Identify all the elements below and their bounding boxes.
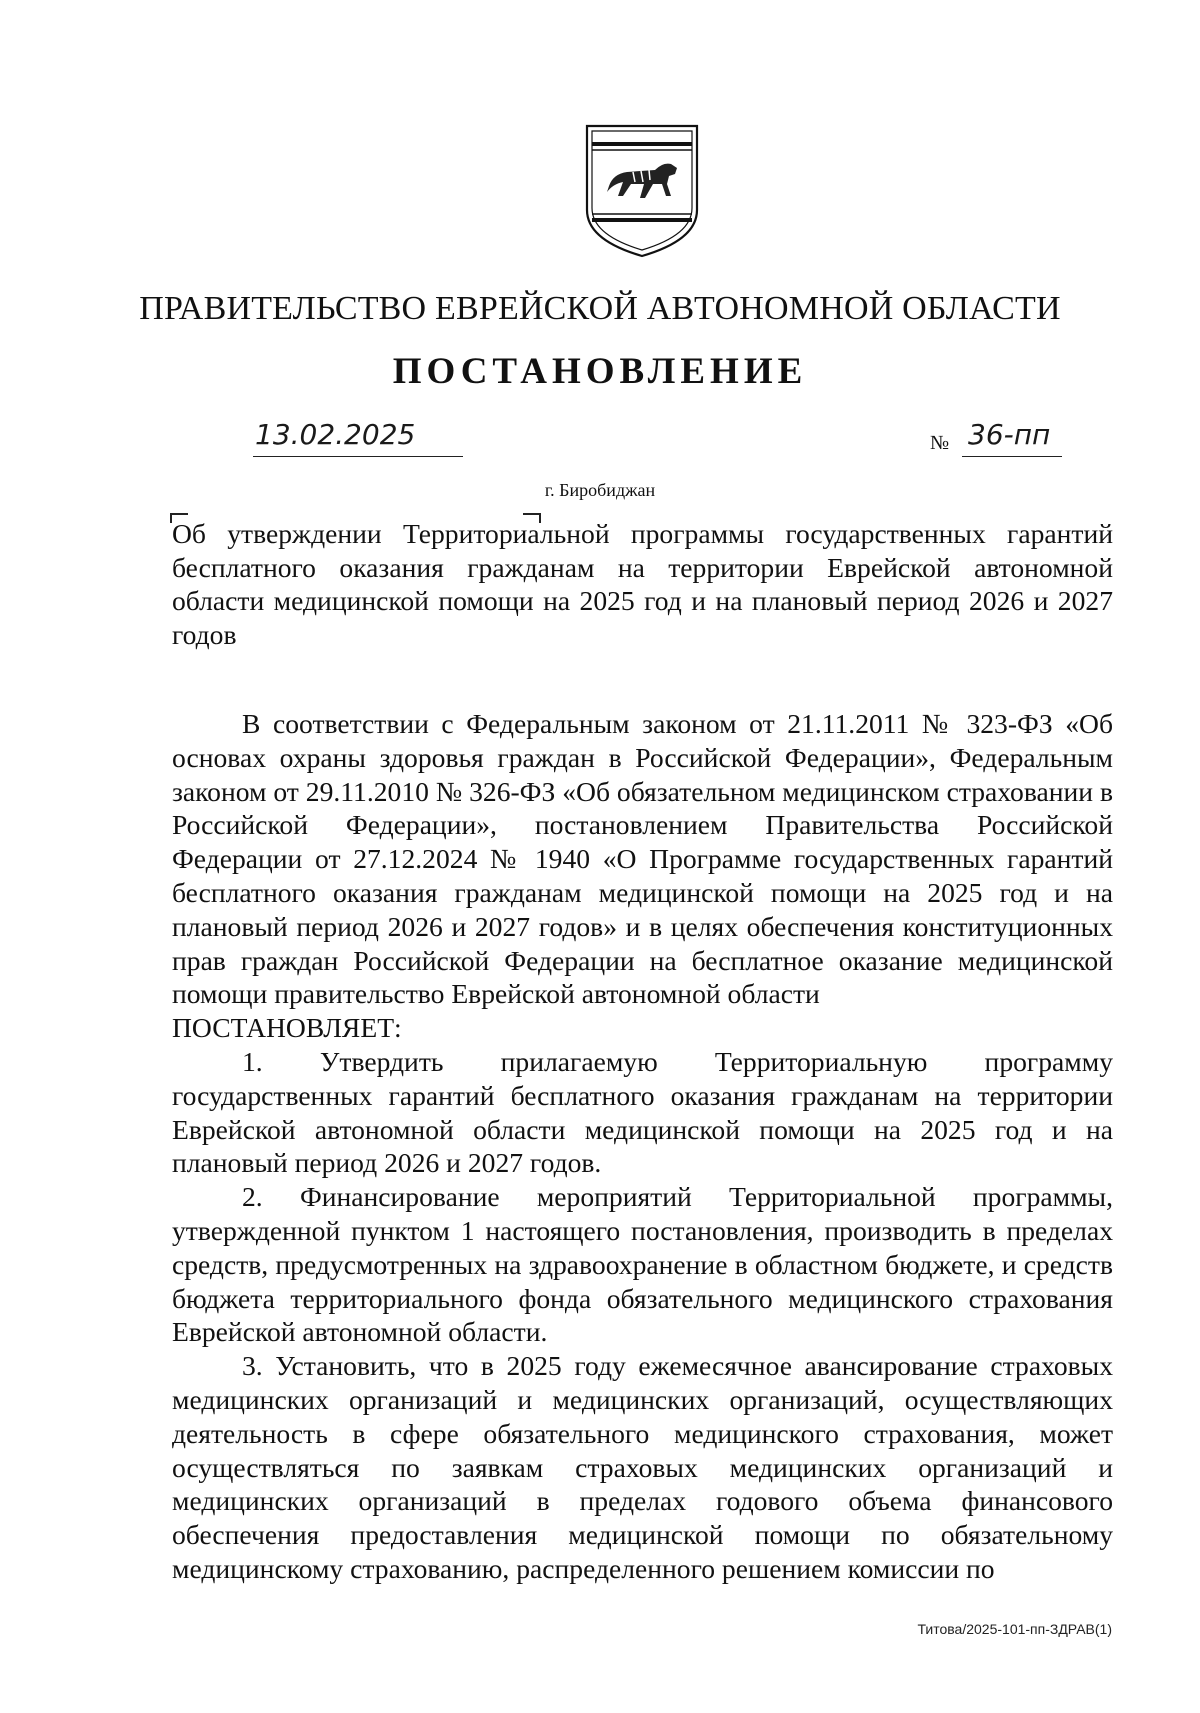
- document-body: [172, 707, 1113, 1586]
- list-item: 1. Утвердить прилагаемую Территориальную программу государственных гарантий бесплатного оказания гражданам на территории Еврейской автономной области медицинской помощи на 2025 год и на плановый период 2026 и 2027 годов.: [172, 1045, 1113, 1179]
- decree-word: ПОСТАНОВЛЯЕТ:: [172, 1012, 402, 1044]
- document-type: ПОСТАНОВЛЕНИЕ: [392, 351, 808, 392]
- document-date: 13.02.2025: [255, 418, 416, 451]
- footer-reference: Титова/2025-101-пп-ЗДРАВ(1): [917, 1621, 1112, 1637]
- document-title: Об утверждении Территориальной программы государственных гарантий бесплатного оказания гражданам на территории Еврейской автономной области медицинской помощи на 2025 год и на плановый период 2026 и 2027 годов: [172, 518, 1113, 650]
- number-label: №: [930, 432, 950, 454]
- list-item: 2. Финансирование мероприятий Территориальной программы, утвержденной пунктом 1 настоящего постановления, производить в пределах средств, предусмотренных на здравоохранение в областном бюджете, и средств бюджета территориального фонда обязательного медицинского страхования Еврейской автономной области.: [172, 1181, 1113, 1348]
- authority-name: ПРАВИТЕЛЬСТВО ЕВРЕЙСКОЙ АВТОНОМНОЙ ОБЛАСТИ: [139, 290, 1061, 327]
- list-item: 3. Установить, что в 2025 году ежемесячное авансирование страховых медицинских организаций и медицинских организаций, осуществляющих деятельность в сфере обязательного медицинского страхования, может осуществляться по заявкам страховых медицинских организаций и медицинских организаций в пределах годового объема финансового обеспечения предоставления медицинской помощи по обязательному медицинскому страхованию, распределенного решением комиссии по: [172, 1350, 1113, 1584]
- coat-of-arms-tiger-icon: [583, 122, 701, 260]
- document-number: 36-пп: [968, 418, 1051, 451]
- preamble: В соответствии с Федеральным законом от 21.11.2011 № 323-ФЗ «Об основах охраны здоровья граждан в Российской Федерации», Федеральным законом от 29.11.2010 № 326-ФЗ «Об обязательном медицинском страховании в Российской Федерации», постановлением Правительства Российской Федерации от 27.12.2024 № 1940 «О Программе государственных гарантий бесплатного оказания гражданам медицинской помощи на 2025 год и на плановый период 2026 и 2027 годов» и в целях обеспечения конституционных прав граждан Российской Федерации на бесплатное оказание медицинской помощи правительство Еврейской автономной области: [172, 708, 1113, 1010]
- city: г. Биробиджан: [544, 480, 656, 500]
